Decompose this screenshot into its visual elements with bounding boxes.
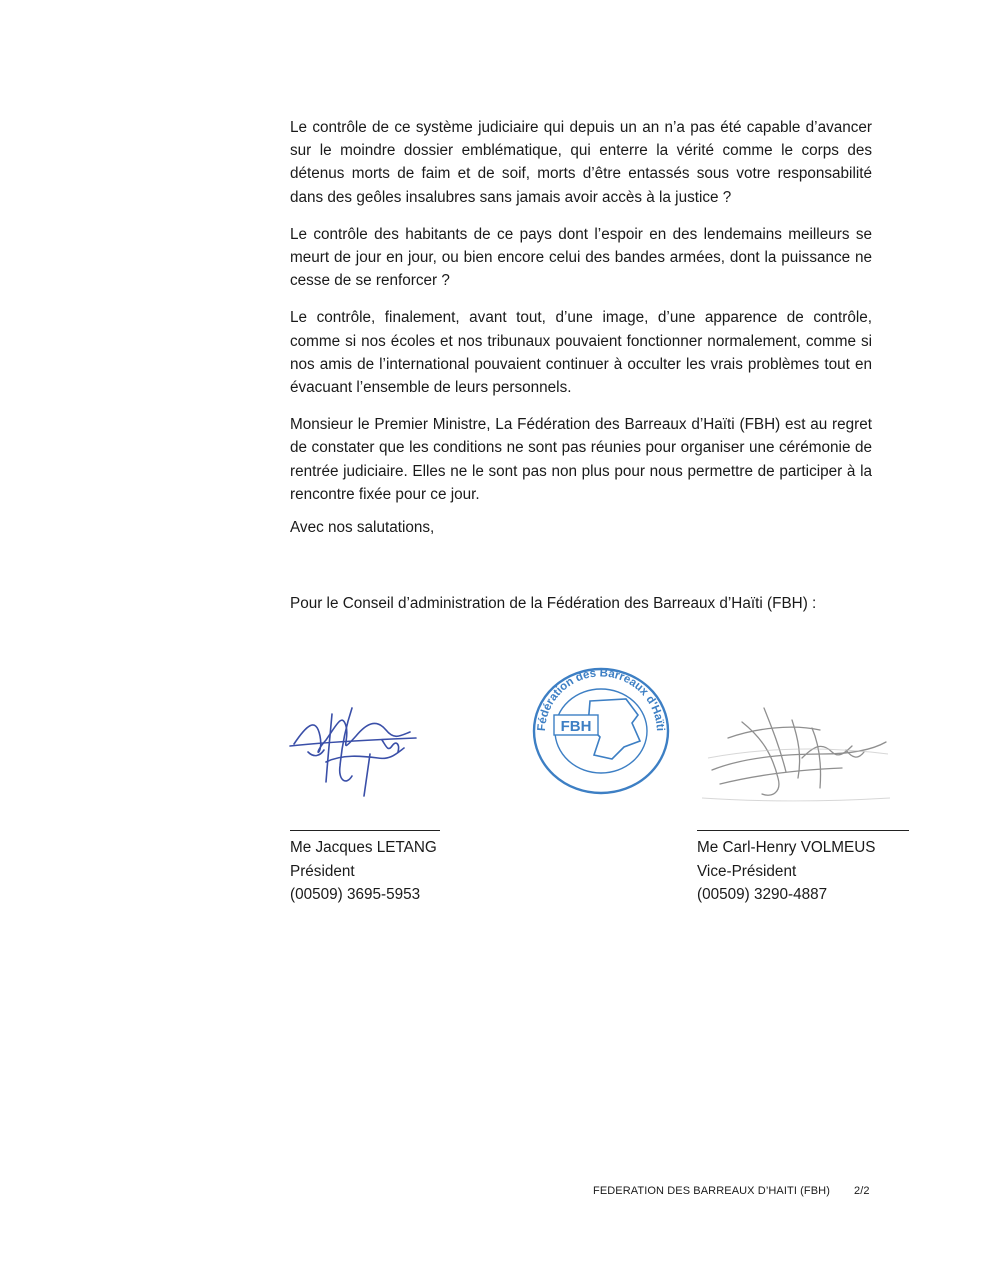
signer-title: Président [290,862,355,880]
seal-ring-text: Fédération des Barreaux d'Haïti [535,667,666,732]
letter-body [290,116,872,520]
closing-salutation: Avec nos salutations, [290,519,435,536]
paragraph-conclusion: Monsieur le Premier Ministre, La Fédération des Barreaux d’Haïti (FBH) est au regret de constater que les conditions ne sont pas réunies pour organiser une cérémonie de rentrée judiciaire. Elles ne le sont pas non plus pour nous permettre de participer à la rencontre fixée pour ce jour. [290,416,872,503]
footer-org: FEDERATION DES BARREAUX D’HAITI (FBH) [593,1185,830,1197]
signature-line-president [290,830,440,831]
signature-president [286,696,426,800]
signer-name: Me Jacques LETANG [290,839,437,856]
footer-page-number: 2/2 [854,1185,870,1197]
signer-name: Me Carl-Henry VOLMEUS [697,839,876,856]
seal-abbrev: FBH [560,718,592,735]
signature-vice-president [702,698,892,810]
paragraph-inhabitants: Le contrôle des habitants de ce pays dont l’espoir en des lendemains meilleurs se meurt de jour en jour, ou bien encore celui des bandes armées, dont la puissance ne cesse de se renforcer ? [290,225,872,290]
signer-title: Vice-Président [697,862,797,880]
signer-president [290,836,437,907]
signer-vice-president [697,836,876,907]
federation-seal [528,663,674,795]
paragraph-justice-system: Le contrôle de ce système judiciaire qui depuis un an n’a pas été capable d’avancer sur le moindre dossier emblématique, qui enterre la vérité comme le corps des détenus morts de faim et de soif, morts d’être entassés sous votre responsabilité dans des geôles insalubres sans jamais avoir accès à la justice ? [290,119,872,206]
council-line: Pour le Conseil d’administration de la Fédération des Barreaux d’Haïti (FBH) : [290,595,817,612]
signer-phone: (00509) 3290-4887 [697,886,828,903]
paragraph-image-control: Le contrôle, finalement, avant tout, d’une image, d’une apparence de contrôle, comme si nos écoles et nos tribunaux pouvaient fonctionner normalement, comme si nos amis de l’international pouvaient continuer à occulter les vrais problèmes tout en évacuant l’ensemble de leurs personnels. [290,309,872,397]
page-footer [593,1185,870,1197]
signer-phone: (00509) 3695-5953 [290,886,421,903]
signature-line-vice-president [697,830,909,831]
